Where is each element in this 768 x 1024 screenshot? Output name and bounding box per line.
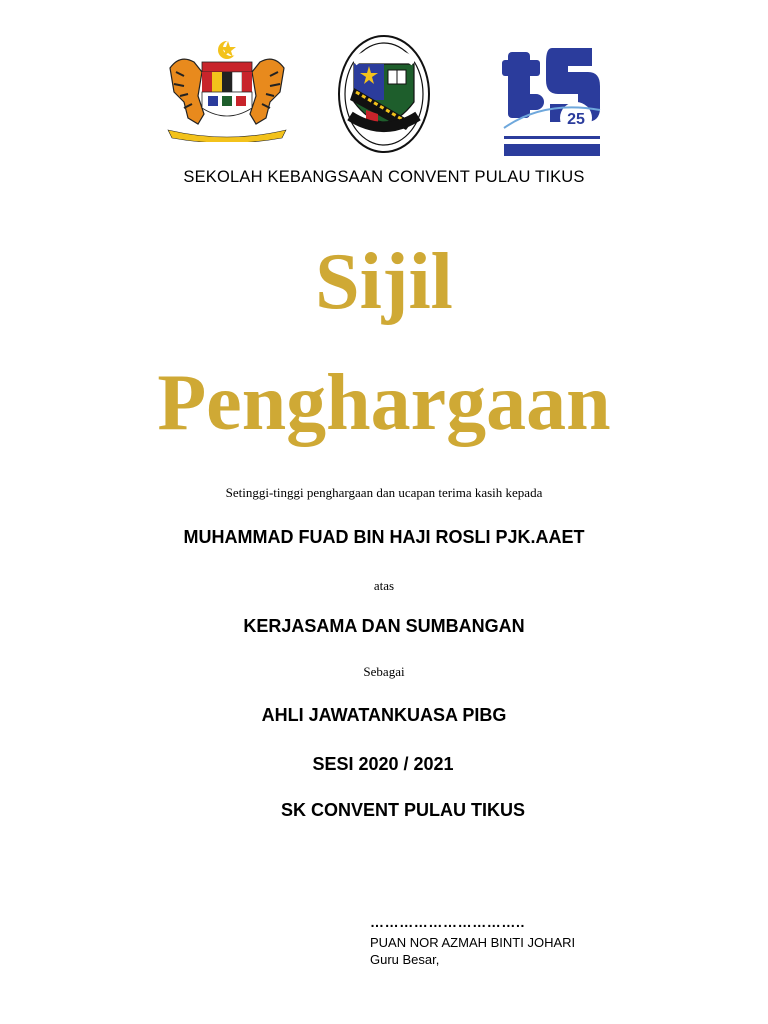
school-crest-icon — [336, 32, 432, 156]
sebagai-text: Sebagai — [363, 664, 405, 679]
pts25-logo-icon — [502, 38, 602, 162]
atas-text: atas — [373, 578, 395, 593]
coat-of-arms-logo — [162, 38, 292, 142]
signatory-name: PUAN NOR AZMAH BINTI JOHARI — [370, 935, 576, 950]
session-text: SESI 2020 / 2021 — [312, 754, 454, 774]
school-name-header: SEKOLAH KEBANGSAAN CONVENT PULAU TIKUS — [183, 168, 585, 186]
signatory-title: Guru Besar, — [370, 952, 440, 967]
certificate-title-line1: Sijil — [315, 238, 453, 326]
recipient-name: MUHAMMAD FUAD BIN HAJI ROSLI PJK.AAET — [183, 527, 585, 547]
school-crest-logo — [336, 32, 432, 156]
certificate-title-line2: Penghargaan — [157, 359, 611, 447]
intro-text: Setinggi-tinggi penghargaan dan ucapan terima kasih kepada — [225, 485, 543, 500]
role-text: AHLI JAWATANKUASA PIBG — [261, 705, 507, 725]
school-footer-text: SK CONVENT PULAU TIKUS — [280, 800, 525, 820]
reason-text: KERJASAMA DAN SUMBANGAN — [243, 616, 525, 636]
signature-line: ………………………….. — [370, 914, 525, 930]
malaysia-coat-of-arms-icon — [162, 38, 292, 142]
pts25-logo — [502, 38, 602, 162]
svg-text:25: 25 — [567, 111, 585, 128]
